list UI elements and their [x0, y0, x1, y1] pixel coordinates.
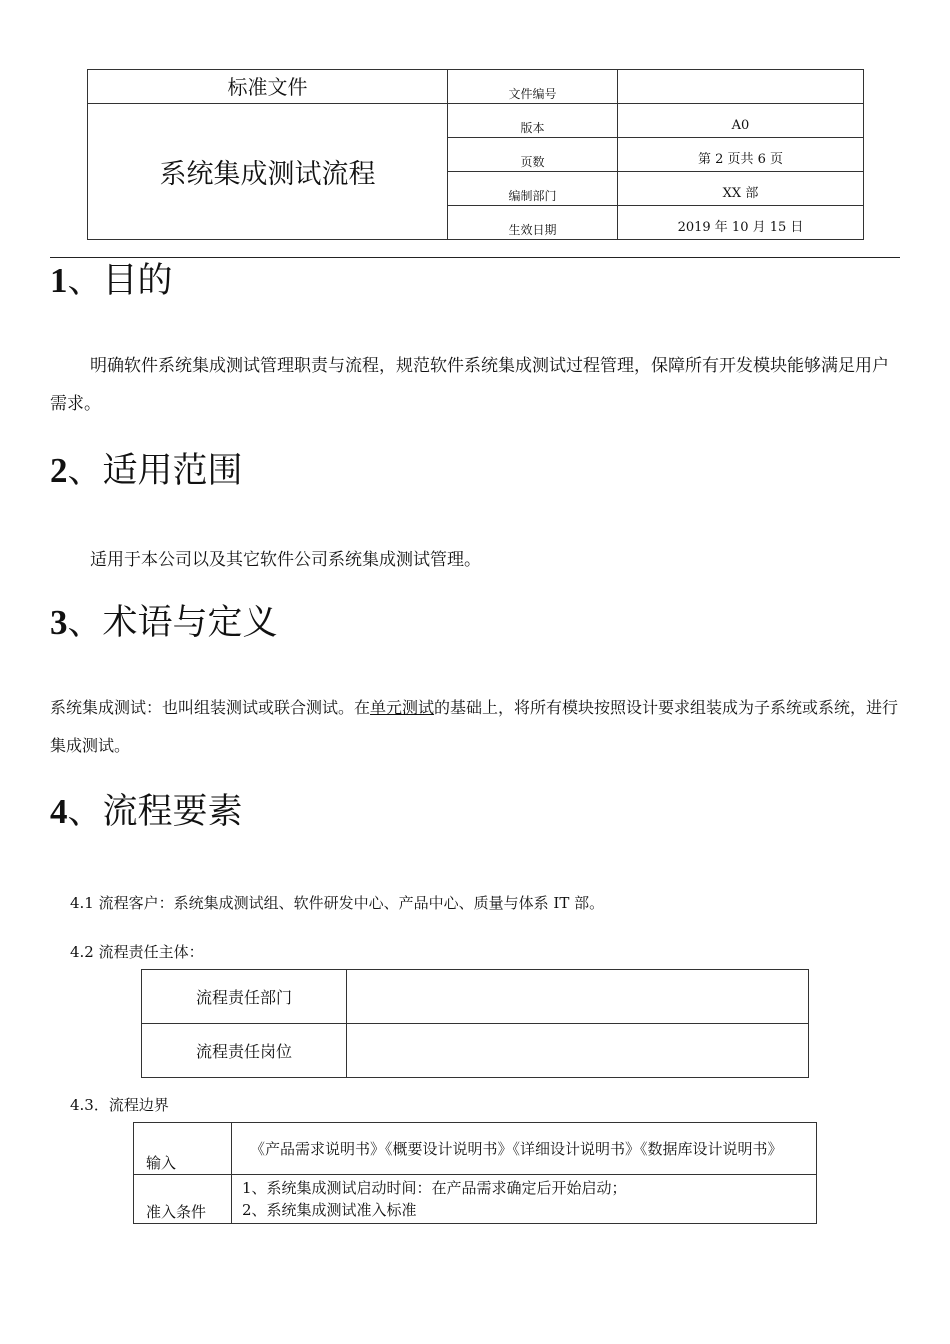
section-3-body — [50, 689, 900, 765]
field-label-doc-number: 文件编号 — [448, 70, 618, 104]
field-value-doc-number — [618, 70, 864, 104]
section-3-number: 3 — [50, 603, 68, 642]
entry-criteria-line-2: 2、系统集成测试准入标准 — [242, 1201, 417, 1219]
table-row — [134, 1175, 817, 1224]
process-owner-table — [141, 969, 809, 1078]
table-row — [134, 1123, 817, 1175]
entry-criteria-value — [232, 1175, 817, 1224]
field-label-effective-date: 生效日期 — [448, 206, 618, 240]
section-1-number: 1 — [50, 261, 68, 300]
document-title: 系统集成测试流程 — [88, 104, 448, 240]
owner-position-label: 流程责任岗位 — [142, 1024, 347, 1078]
field-value-version: A0 — [618, 104, 864, 138]
section-2-number: 2 — [50, 451, 68, 490]
field-value-effective-date: 2019 年 10 月 15 日 — [618, 206, 864, 240]
table-row — [142, 970, 809, 1024]
section-2-title: 、适用范围 — [67, 451, 243, 491]
section-2-body: 适用于本公司以及其它软件公司系统集成测试管理。 — [90, 550, 481, 570]
section-4-number: 4 — [50, 792, 68, 831]
process-boundary-heading: 4.3．流程边界 — [70, 1096, 169, 1114]
field-label-version: 版本 — [448, 104, 618, 138]
definition-text-post: 的基础上，将所有模块按照设计要求组装成为子系统或系统，进行集成测试。 — [50, 698, 899, 755]
definition-text-pre: 系统集成测试：也叫组装测试或联合测试。在 — [50, 698, 371, 717]
section-3-title: 、术语与定义 — [67, 603, 278, 643]
section-4-title: 、流程要素 — [67, 792, 243, 832]
field-value-pages: 第 2 页共 6 页 — [618, 138, 864, 172]
unit-test-link[interactable]: 单元测试 — [370, 698, 435, 717]
standard-doc-label: 标准文件 — [88, 70, 448, 104]
section-1-title: 、目的 — [67, 261, 173, 301]
entry-criteria-label: 准入条件 — [134, 1175, 232, 1224]
process-customers: 4.1 流程客户：系统集成测试组、软件研发中心、产品中心、质量与体系 IT 部。 — [70, 894, 605, 912]
field-label-department: 编制部门 — [448, 172, 618, 206]
section-2-heading — [50, 451, 243, 491]
table-row — [142, 1024, 809, 1078]
owner-position-value — [347, 1024, 809, 1078]
entry-criteria-line-1: 1、系统集成测试启动时间：在产品需求确定后开始启动； — [242, 1179, 627, 1197]
owner-dept-label: 流程责任部门 — [142, 970, 347, 1024]
section-4-heading — [50, 792, 243, 832]
header-divider — [50, 257, 900, 258]
process-owner-heading: 4.2 流程责任主体： — [70, 943, 204, 961]
owner-dept-value — [347, 970, 809, 1024]
section-1-heading — [50, 261, 173, 301]
section-3-heading — [50, 603, 278, 643]
process-boundary-table — [133, 1122, 817, 1224]
document-header-table — [87, 69, 864, 240]
field-label-pages: 页数 — [448, 138, 618, 172]
input-value: 《产品需求说明书》《概要设计说明书》《详细设计说明书》《数据库设计说明书》 — [232, 1123, 817, 1175]
input-label: 输入 — [134, 1123, 232, 1175]
section-1-body: 明确软件系统集成测试管理职责与流程，规范软件系统集成测试过程管理，保障所有开发模块能够满足用户需求。 — [50, 356, 889, 414]
field-value-department: XX 部 — [618, 172, 864, 206]
